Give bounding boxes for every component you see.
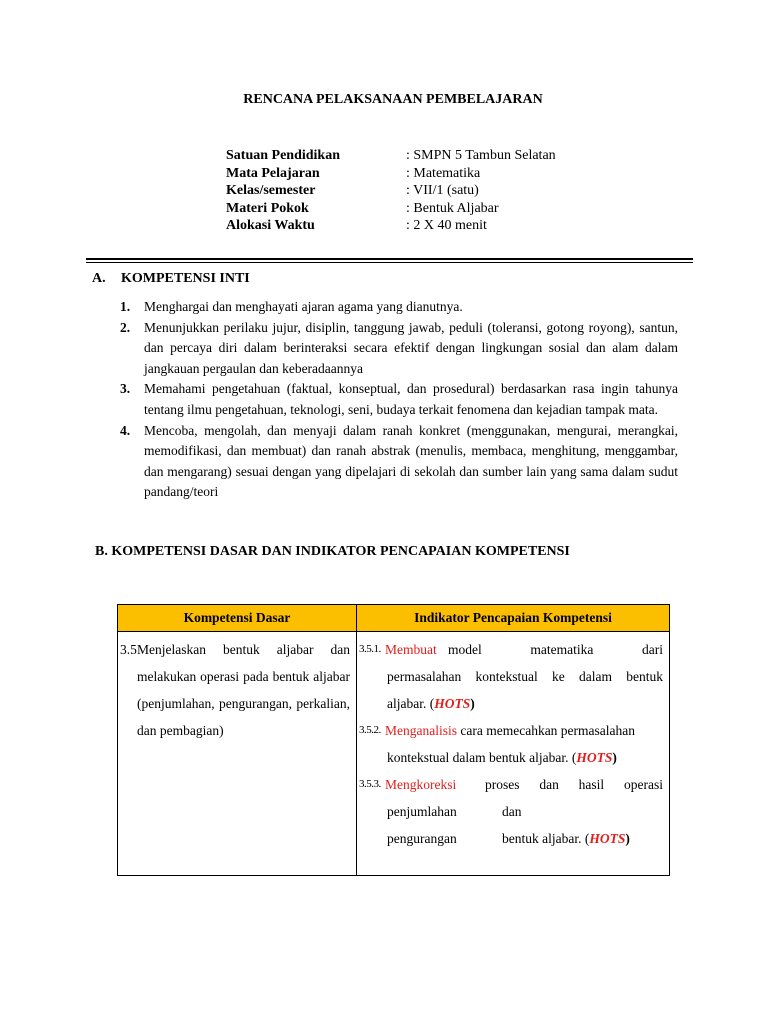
list-text: Mencoba, mengolah, dan menyaji dalam ranah konkret (menggunakan, mengurai, merangkai, memodifikasi, dan membuat) dan ranah abstrak (menulis, membaca, menghitung, menggambar, dan mengarang) sesuai dengan yang dipelajari di sekolah dan sumber lain yang sama dalam sudut pandang/teori bbox=[144, 422, 678, 500]
indicator-number: 3.5.1. bbox=[359, 643, 381, 655]
indicator-text-line bbox=[359, 744, 663, 771]
list-text: Menghargai dan menghayati ajaran agama yang dianutnya. bbox=[144, 299, 463, 314]
indicator-item bbox=[359, 717, 663, 771]
list-number: 1. bbox=[120, 299, 131, 314]
indicator-text: pengurangan bbox=[387, 831, 457, 846]
list-item bbox=[120, 379, 678, 420]
indicator-text: ) bbox=[625, 831, 630, 846]
indicator-text-line bbox=[359, 825, 663, 852]
indicator-number: 3.5.2. bbox=[359, 724, 381, 736]
hots-label: HOTS bbox=[589, 831, 626, 846]
info-row bbox=[226, 147, 556, 165]
indicator-text: ) bbox=[612, 750, 617, 765]
indicator-text: penjumlahan bbox=[387, 804, 457, 819]
indicator-verb: Membuat bbox=[385, 642, 437, 657]
indicator-text: bentuk aljabar. ( bbox=[502, 831, 590, 846]
table-header-row bbox=[118, 605, 670, 632]
indicator-text: aljabar. ( bbox=[387, 696, 435, 711]
list-item bbox=[120, 297, 678, 318]
info-value: : Matematika bbox=[406, 165, 481, 181]
header-kompetensi-dasar: Kompetensi Dasar bbox=[118, 605, 357, 632]
info-value: : SMPN 5 Tambun Selatan bbox=[406, 148, 556, 163]
indicator-verb: Mengkoreksi bbox=[385, 777, 457, 792]
info-key: Mata Pelajaran bbox=[226, 165, 320, 181]
info-value: : Bentuk Aljabar bbox=[406, 200, 499, 216]
info-row bbox=[226, 217, 556, 235]
info-key: Materi Pokok bbox=[226, 200, 309, 216]
list-item bbox=[120, 421, 678, 503]
list-number: 2. bbox=[120, 319, 131, 335]
indicator-text-line bbox=[359, 690, 663, 717]
info-key: Kelas/semester bbox=[226, 183, 316, 199]
indicator-text-line bbox=[359, 798, 663, 825]
divider-thin bbox=[86, 262, 693, 263]
kompetensi-inti-list bbox=[120, 297, 678, 503]
indicator-verb: Menganalisis bbox=[385, 723, 457, 738]
indicator-text: model matematika dari bbox=[448, 642, 663, 657]
hots-label: HOTS bbox=[434, 696, 471, 711]
section-b-heading: B. KOMPETENSI DASAR DAN INDIKATOR PENCAPAIAN KOMPETENSI bbox=[95, 544, 570, 559]
section-title: KOMPETENSI INTI bbox=[121, 271, 250, 286]
list-item bbox=[120, 318, 678, 380]
list-text: Menunjukkan perilaku jujur, disiplin, tanggung jawab, peduli (toleransi, gotong royong), santun, dan percaya diri dalam berinteraksi secara efektif dengan lingkungan sosial dan alam dalam jangkauan pergaulan dan keberadaannya bbox=[144, 319, 678, 376]
document-title: RENCANA PELAKSANAAN PEMBELAJARAN bbox=[243, 92, 543, 107]
info-key: Satuan Pendidikan bbox=[226, 148, 340, 163]
info-row bbox=[226, 200, 556, 218]
indicator-text: proses dan hasil operasi bbox=[485, 777, 663, 792]
info-key: Alokasi Waktu bbox=[226, 218, 315, 234]
section-a-heading bbox=[92, 271, 250, 287]
info-value: : 2 X 40 menit bbox=[406, 218, 487, 234]
section-letter: A. bbox=[92, 271, 106, 286]
indicator-text: kontekstual dalam bentuk aljabar. ( bbox=[387, 750, 577, 765]
kd-ipk-table bbox=[117, 604, 670, 876]
info-row bbox=[226, 182, 556, 200]
info-value: : VII/1 (satu) bbox=[406, 183, 479, 199]
divider-thick bbox=[86, 258, 693, 260]
hots-label: HOTS bbox=[576, 750, 613, 765]
kd-cell bbox=[118, 632, 357, 876]
list-number: 4. bbox=[120, 422, 131, 438]
indicator-text: permasalahan kontekstual ke dalam bentuk bbox=[387, 669, 663, 684]
info-row bbox=[226, 165, 556, 183]
list-number: 3. bbox=[120, 381, 131, 397]
kd-number: 3.5 bbox=[120, 642, 137, 657]
indicator-text: ) bbox=[470, 696, 475, 711]
kd-text: Menjelaskan bentuk aljabar dan melakukan operasi pada bentuk aljabar (penjumlahan, pengurangan, perkalian, dan pembagian) bbox=[137, 642, 350, 738]
indicator-text: cara memecahkan permasalahan bbox=[457, 723, 636, 738]
list-text: Memahami pengetahuan (faktual, konseptual, dan prosedural) berdasarkan rasa ingin tahunya tentang ilmu pengetahuan, teknologi, seni, budaya terkait fenomena dan kejadian tampak mata. bbox=[144, 381, 678, 417]
indicator-text: dan bbox=[502, 804, 522, 819]
info-block bbox=[226, 147, 556, 235]
indicator-number: 3.5.3. bbox=[359, 778, 381, 790]
ipk-cell bbox=[357, 632, 670, 876]
table-row bbox=[118, 632, 670, 876]
header-indikator: Indikator Pencapaian Kompetensi bbox=[357, 605, 670, 632]
indicator-item bbox=[359, 771, 663, 852]
indicator-item bbox=[359, 636, 663, 717]
